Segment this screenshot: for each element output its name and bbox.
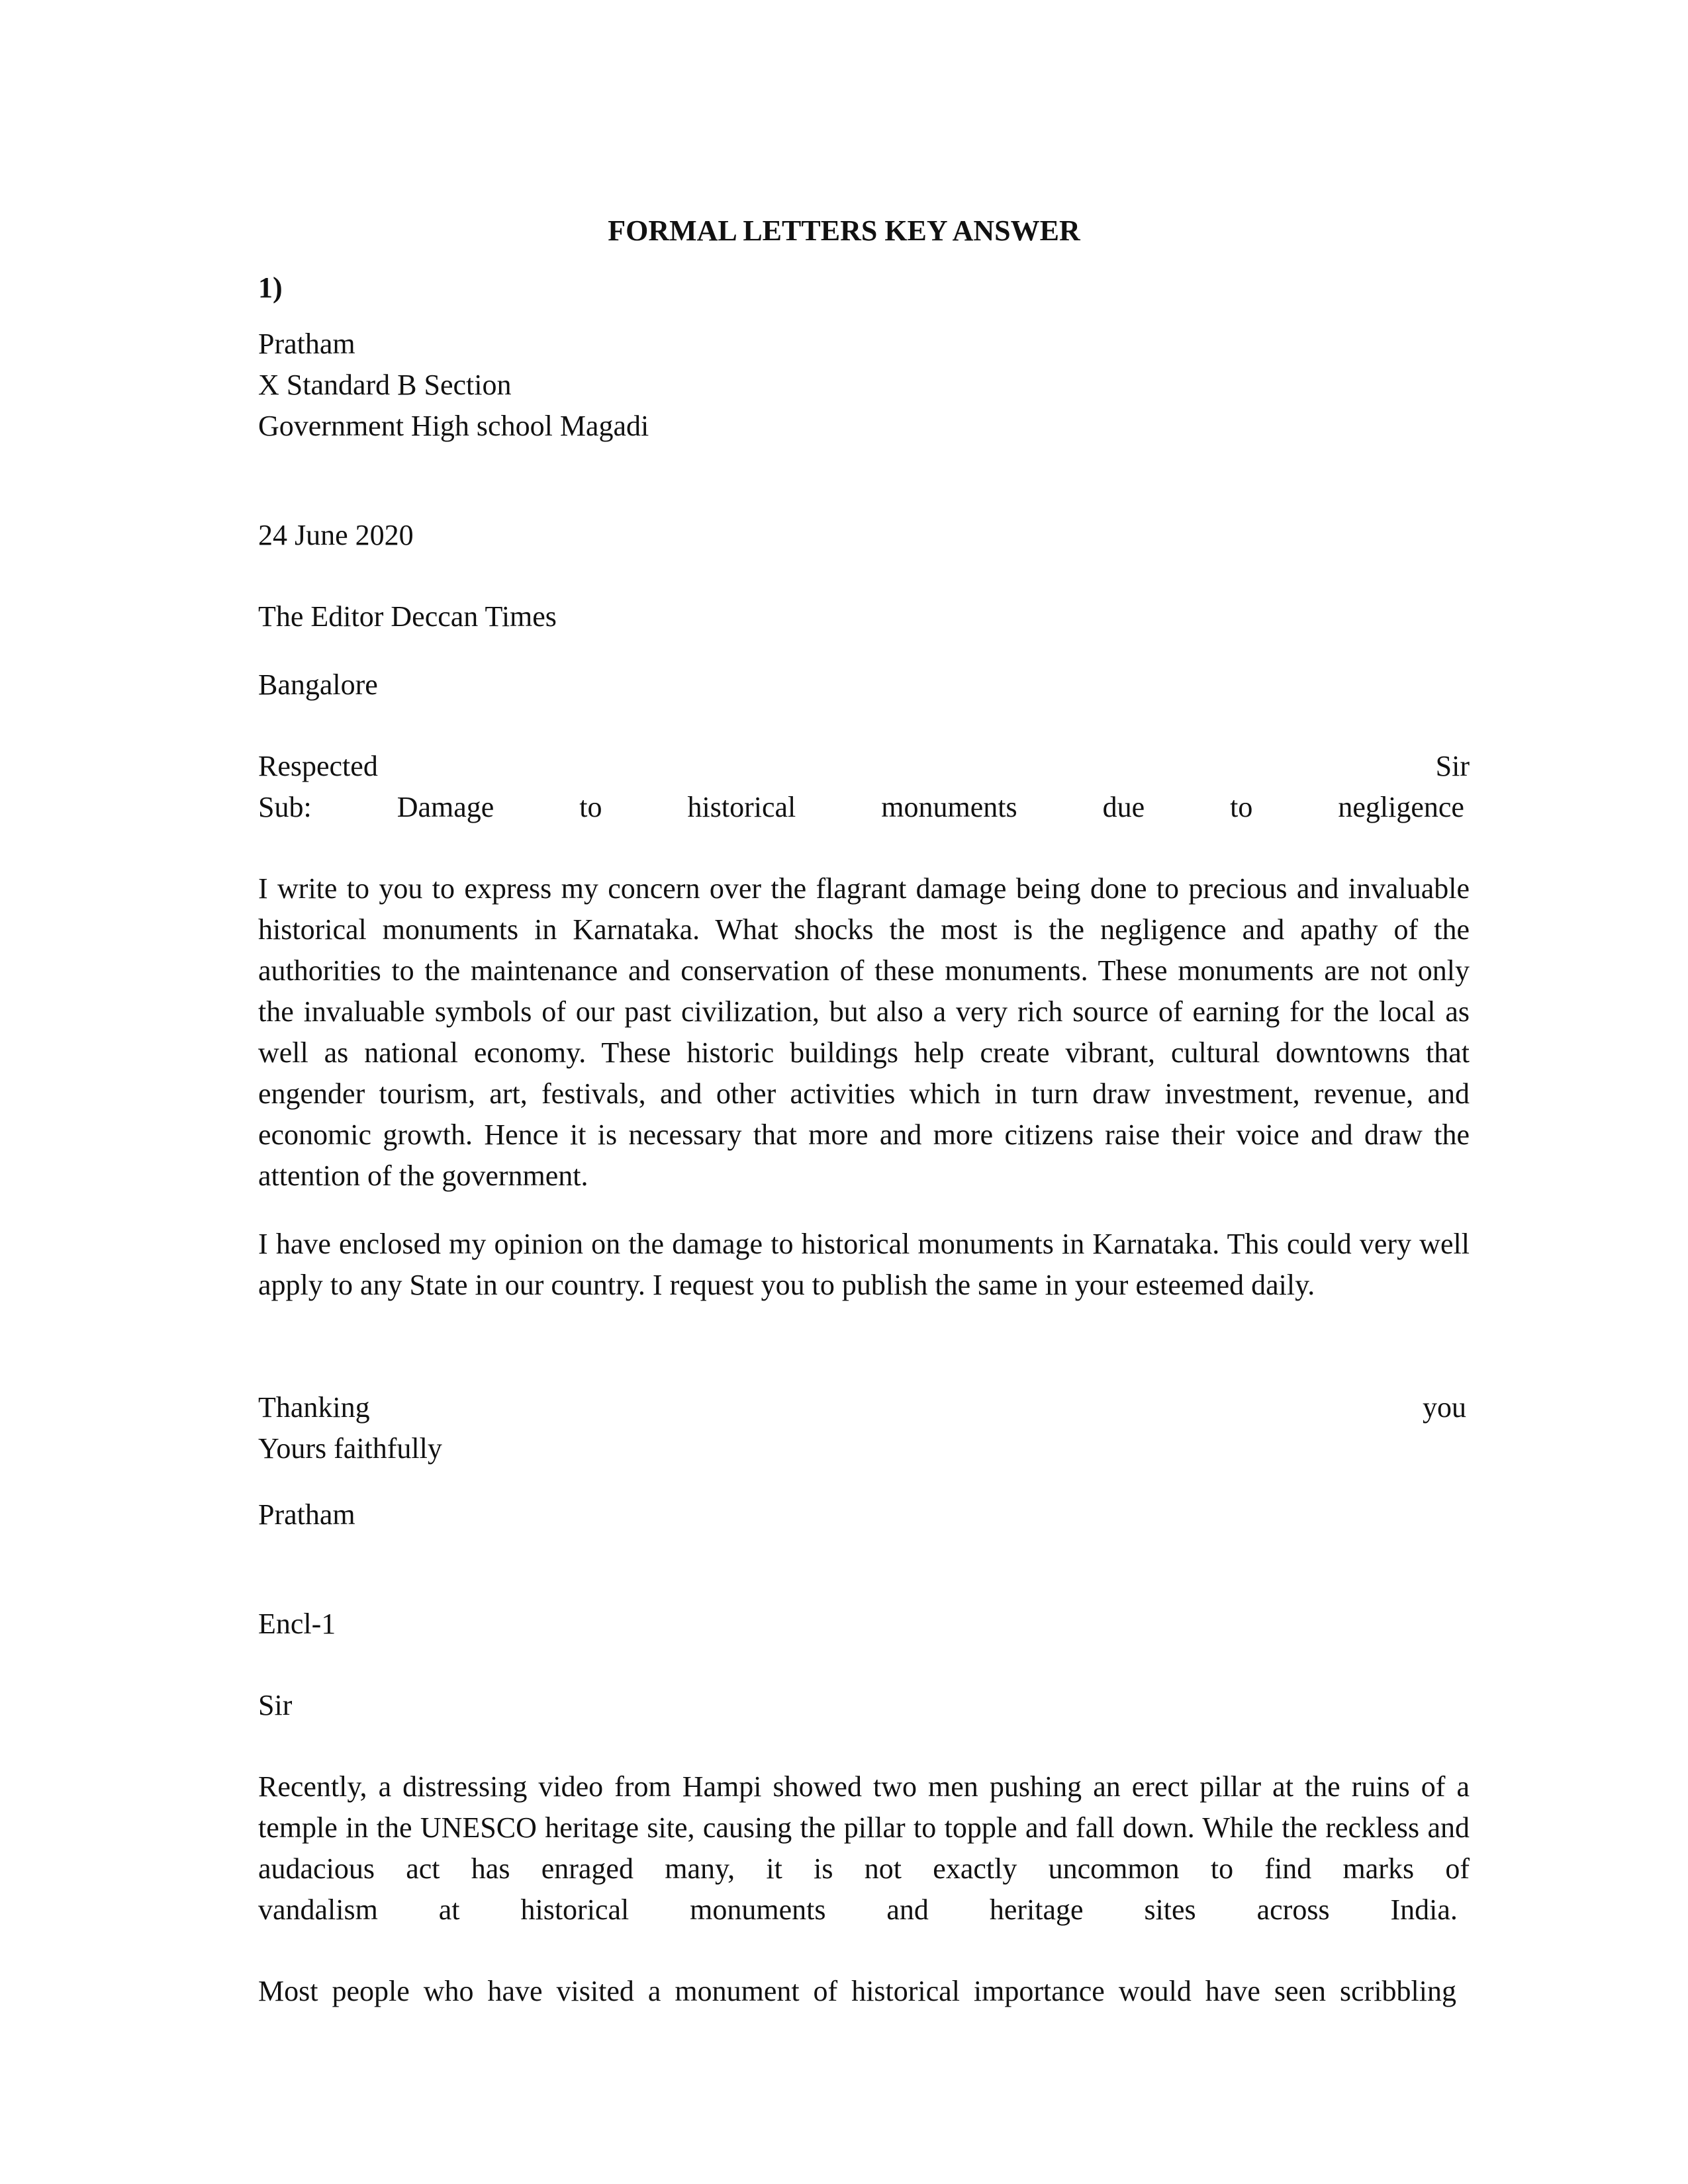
subject-word: due: [1102, 791, 1145, 823]
enclosure-word: and: [886, 1893, 929, 1926]
enclosure-paragraph-1: Recently, a distressing video from Hampi showed two men pushing an erect pillar at the ruins of a temple in the UNESCO heritage site, causing the pillar to topple and fall down. While the reckless and audacious act has enraged many, it is not exactly uncommon to find marks of: [258, 1770, 1470, 1885]
enclosure-word: vandalism: [258, 1893, 378, 1926]
enclosure-word: heritage: [989, 1893, 1084, 1926]
enclosure-word: India.: [1390, 1893, 1458, 1926]
subject-word: to: [579, 791, 602, 823]
enclosure-word: at: [438, 1893, 460, 1926]
salutation-line: [258, 746, 1470, 787]
salutation-right: Sir: [1435, 750, 1470, 782]
enclosure-paragraph-2: Most people who have visited a monument of historical importance would have seen scribbling: [258, 1975, 1456, 2007]
subject-line: [258, 787, 1464, 828]
recipient-line2: Bangalore: [258, 668, 378, 701]
thanking-line: [258, 1387, 1466, 1428]
subject-word: to: [1230, 791, 1253, 823]
enclosure-word: historical: [520, 1893, 630, 1926]
enclosure-word: across: [1256, 1893, 1330, 1926]
enclosure-paragraph-1-last-line: [258, 1889, 1458, 1931]
question-number: 1): [258, 271, 283, 304]
sender-name: Pratham: [258, 328, 355, 360]
yours-faithfully: Yours faithfully: [258, 1432, 442, 1465]
sender-class: X Standard B Section: [258, 369, 512, 401]
recipient-line1: The Editor Deccan Times: [258, 600, 557, 633]
enclosure-salutation: Sir: [258, 1689, 293, 1721]
subject-word: Sub:: [258, 791, 312, 823]
subject-word: Damage: [397, 791, 494, 823]
subject-word: historical: [687, 791, 796, 823]
salutation-left: Respected: [258, 750, 378, 782]
enclosure-word: sites: [1144, 1893, 1196, 1926]
signature-name: Pratham: [258, 1498, 355, 1531]
subject-word: negligence: [1338, 791, 1464, 823]
thanking-left: Thanking: [258, 1391, 370, 1424]
thanking-right: you: [1423, 1391, 1466, 1424]
enclosure-word: monuments: [690, 1893, 826, 1926]
body-paragraph-1: I write to you to express my concern over the flagrant damage being done to precious and invaluable historical monuments in Karnataka. What shocks the most is the negligence and apathy of the authorities to the maintenance and conservation of these monuments. These monuments are not only the invaluable symbols of our past civilization, but also a very rich source of earning for the local as well as national economy. These historic buildings help create vibrant, cultural downtowns that engender tourism, art, festivals, and other activities which in turn draw investment, revenue, and economic growth. Hence it is necessary that more and more citizens raise their voice and draw the attention of the government.: [258, 872, 1470, 1192]
enclosure-label: Encl-1: [258, 1608, 336, 1640]
page-title: FORMAL LETTERS KEY ANSWER: [608, 214, 1080, 247]
letter-date: 24 June 2020: [258, 519, 414, 551]
enclosure-paragraph-2-line: [258, 1971, 1456, 2012]
sender-school: Government High school Magadi: [258, 410, 649, 442]
subject-word: monuments: [881, 791, 1017, 823]
body-paragraph-2: I have enclosed my opinion on the damage to historical monuments in Karnataka. This could very well apply to any State in our country. I request you to publish the same in your esteemed daily.: [258, 1228, 1470, 1301]
